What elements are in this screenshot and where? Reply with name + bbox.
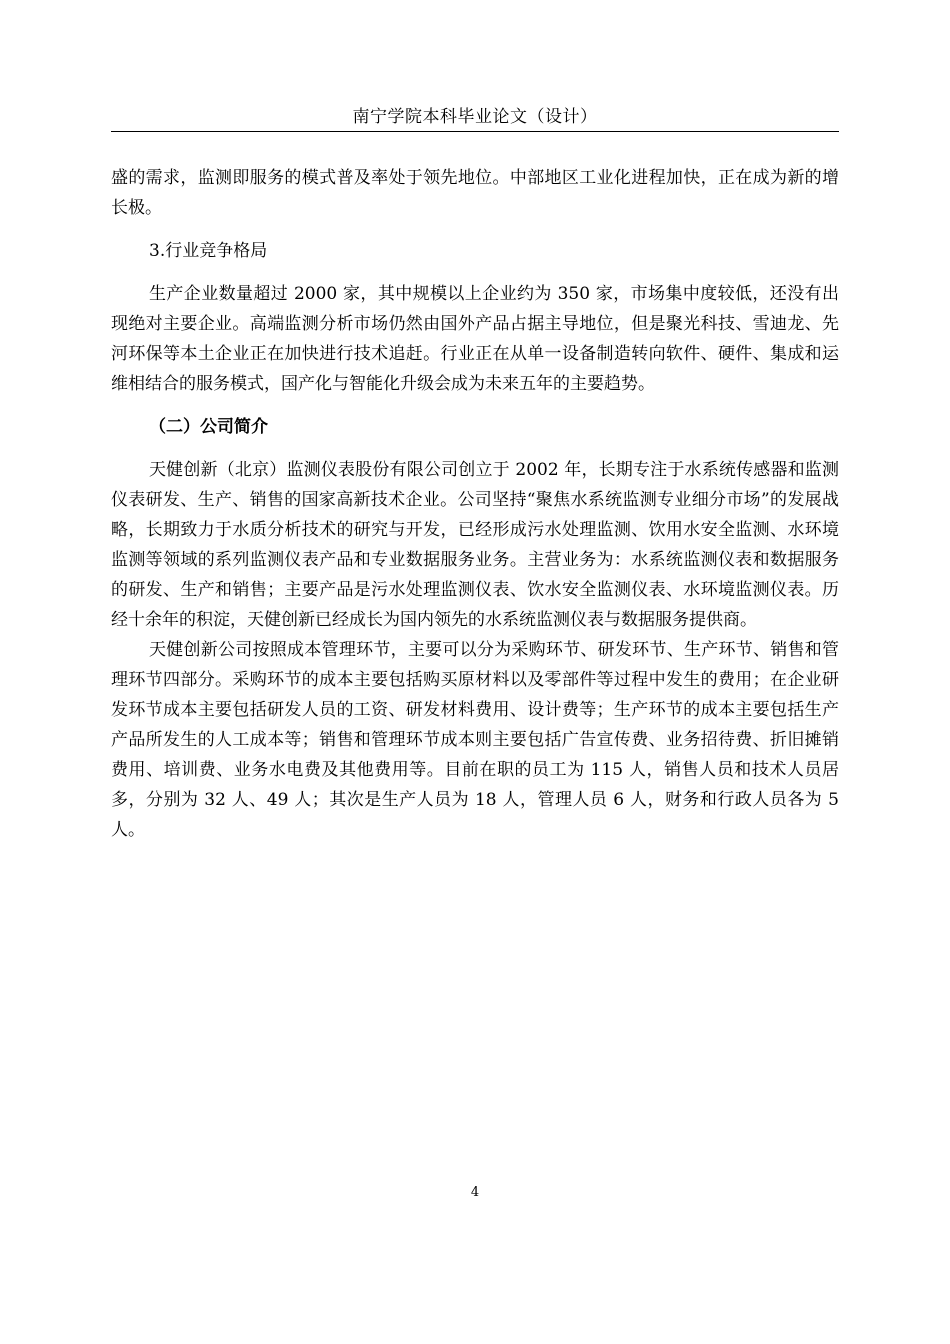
paragraph-continued: 盛的需求，监测即服务的模式普及率处于领先地位。中部地区工业化进程加快，正在成为新的增长极。	[111, 168, 839, 218]
header-divider	[111, 131, 839, 132]
section-heading-company-profile: （二）公司简介	[149, 417, 268, 437]
section-heading-industry-competition: 3.行业竞争格局	[149, 241, 268, 261]
paragraph-competition: 生产企业数量超过 2000 家，其中规模以上企业约为 350 家，市场集中度较低，还没有出现绝对主要企业。高端监测分析市场仍然由国外产品占据主导地位，但是聚光科技、雪迪龙、先河环保等本土企业正在加快进行技术追赶。行业正在从单一设备制造转向软件、硬件、集成和运维相结合的服务模式，国产化与智能化升级会成为未来五年的主要趋势。	[111, 284, 839, 394]
paragraph-company-cost: 天健创新公司按照成本管理环节，主要可以分为采购环节、研发环节、生产环节、销售和管理环节四部分。采购环节的成本主要包括购买原材料以及零部件等过程中发生的费用；在企业研发环节成本主要包括研发人员的工资、研发材料费用、设计费等；生产环节的成本主要包括生产产品所发生的人工成本等；销售和管理环节成本则主要包括广告宣传费、业务招待费、折旧摊销费用、培训费、业务水电费及其他费用等。目前在职的员工为 115 人，销售人员和技术人员居多，分别为 32 人、49 人；其次是生产人员为 18 人，管理人员 6 人，财务和行政人员各为 5 人。	[111, 640, 839, 840]
paragraph-company-intro: 天健创新（北京）监测仪表股份有限公司创立于 2002 年，长期专注于水系统传感器和监测仪表研发、生产、销售的国家高新技术企业。公司坚持“聚焦水系统监测专业细分市场”的发展战略，长期致力于水质分析技术的研究与开发，已经形成污水处理监测、饮用水安全监测、水环境监测等领域的系列监测仪表产品和专业数据服务业务。主营业务为：水系统监测仪表和数据服务的研发、生产和销售；主要产品是污水处理监测仪表、饮水安全监测仪表、水环境监测仪表。历经十余年的积淀，天健创新已经成长为国内领先的水系统监测仪表与数据服务提供商。	[111, 460, 839, 630]
document-body	[111, 163, 839, 845]
page-number: 4	[470, 1185, 480, 1200]
page-header-title: 南宁学院本科毕业论文（设计）	[352, 107, 598, 127]
